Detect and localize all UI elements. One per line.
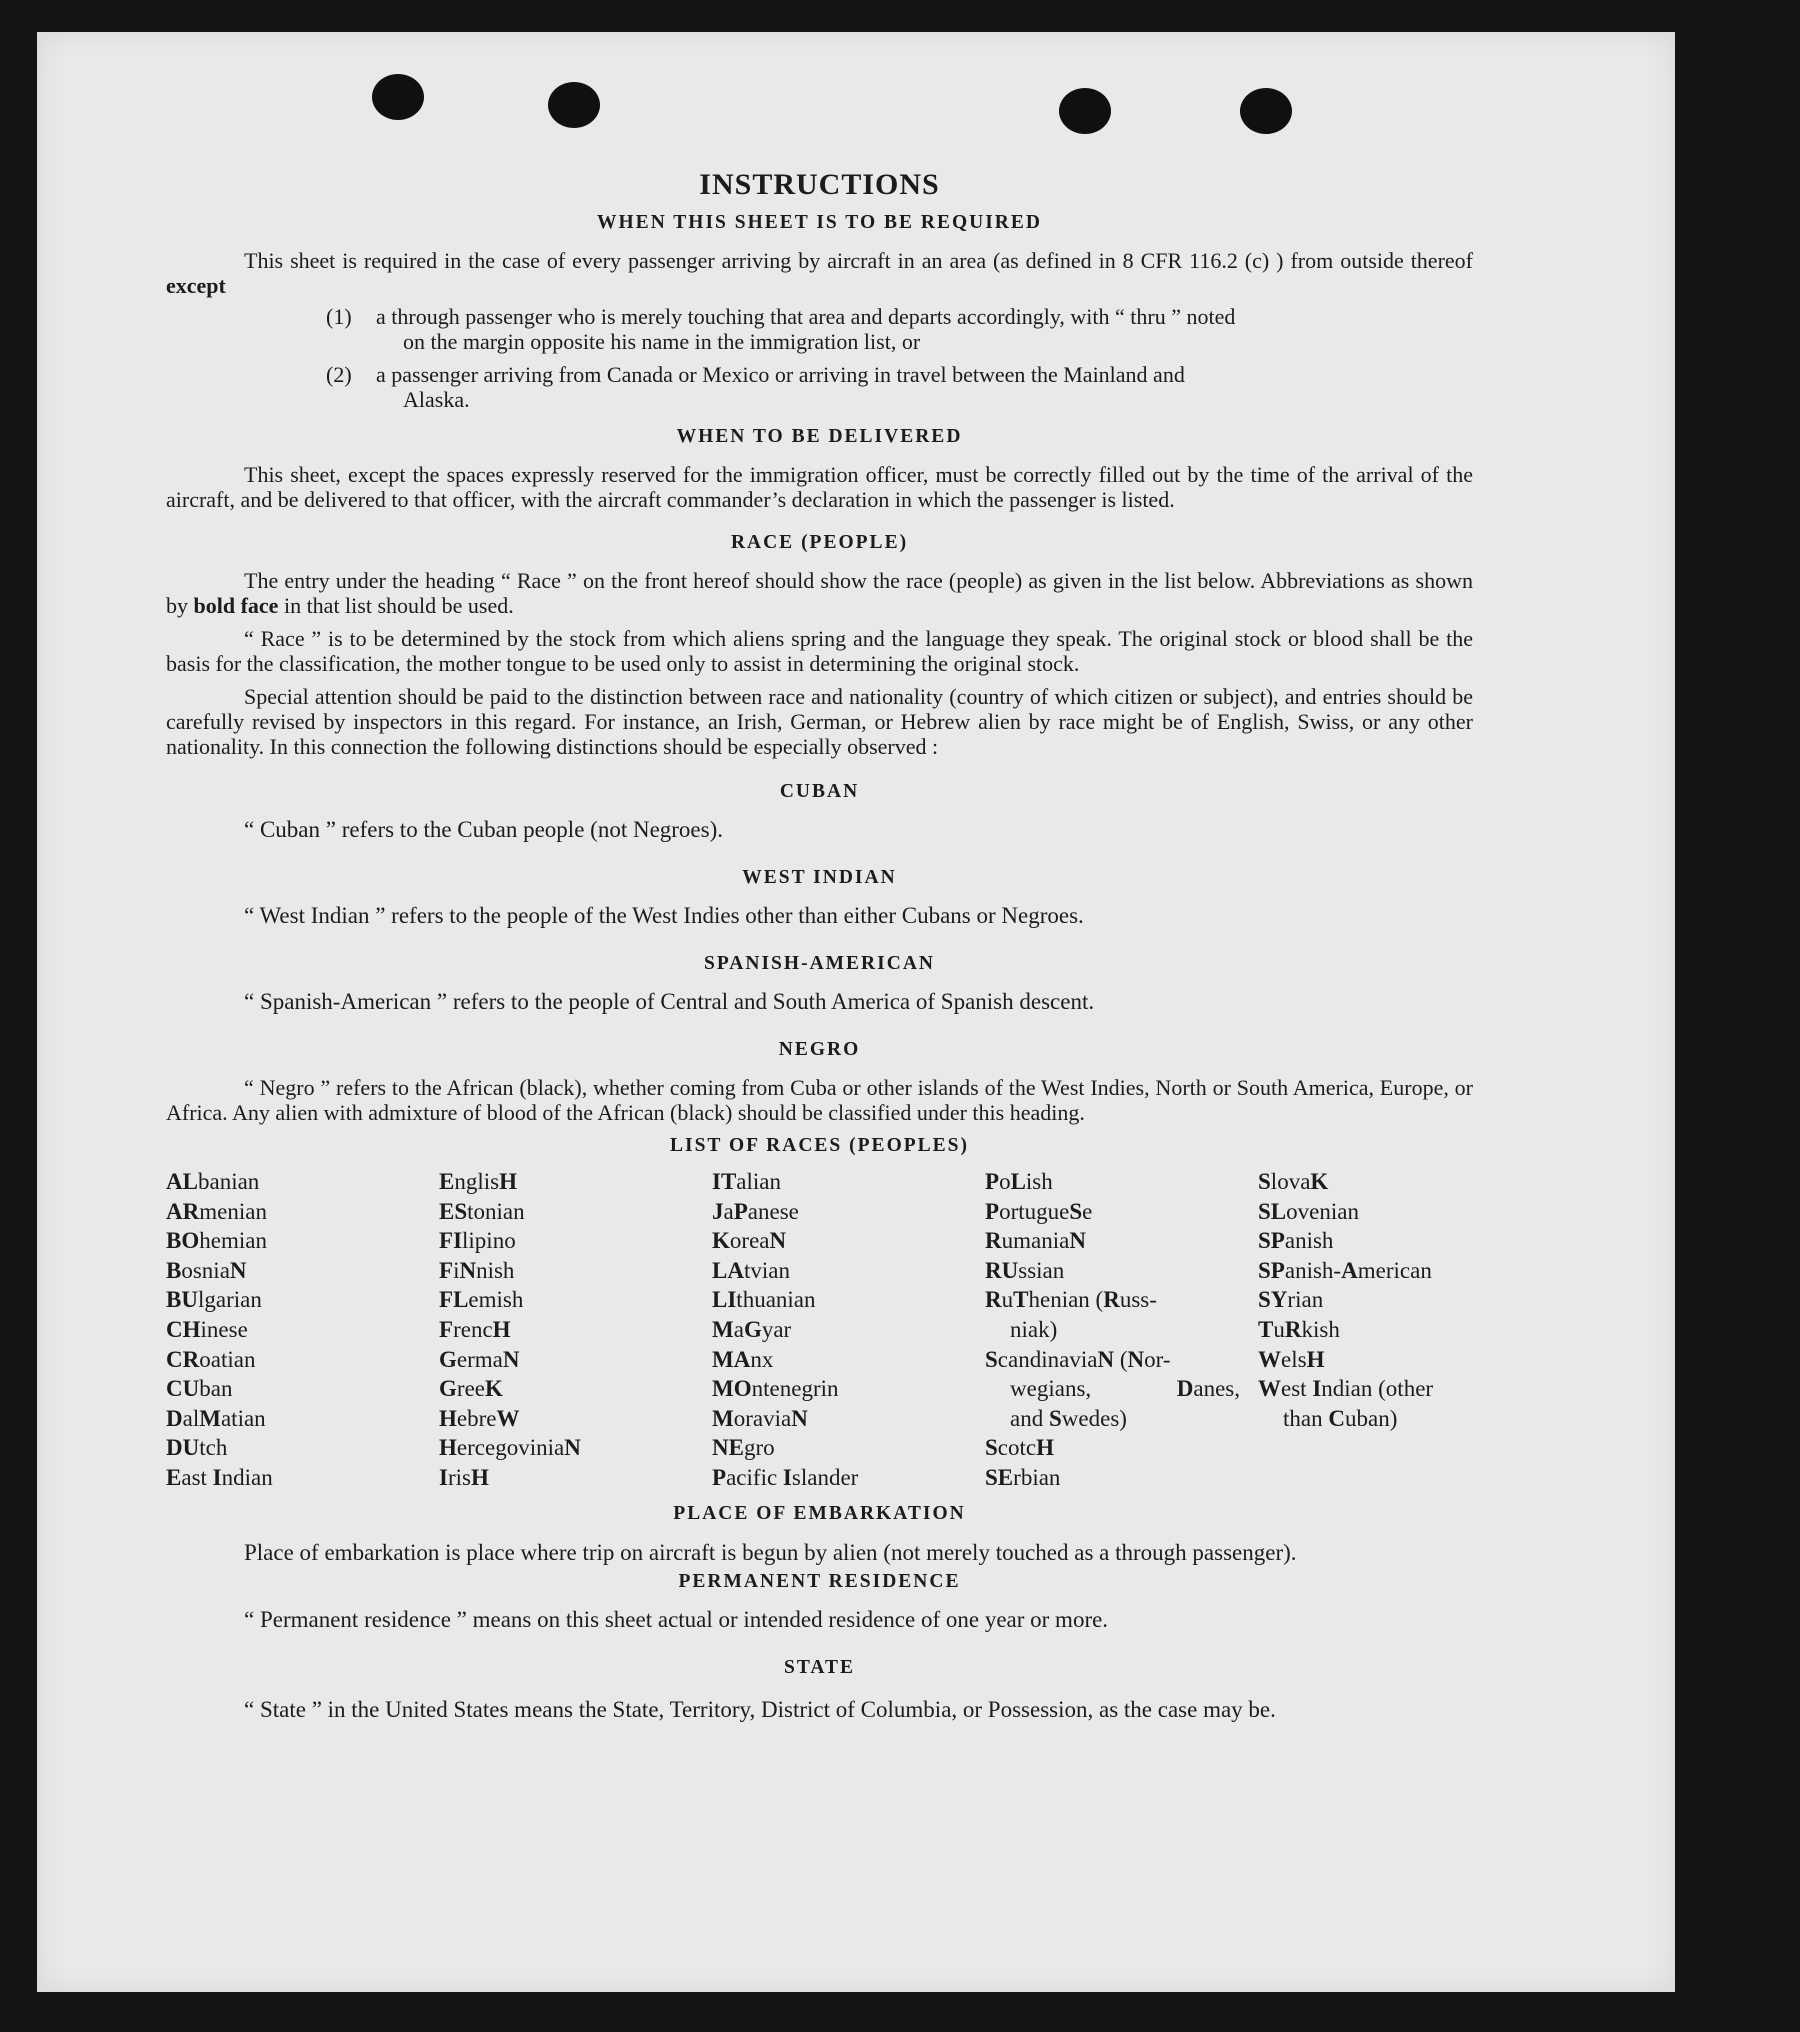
race-entry: HebreW bbox=[439, 1405, 520, 1431]
heading-when-required: WHEN THIS SHEET IS TO BE REQUIRED bbox=[597, 212, 1042, 233]
race-entry-continuation: than Cuban) bbox=[1283, 1405, 1398, 1431]
race-entry: JaPanese bbox=[712, 1198, 799, 1224]
race-entry: FIlipino bbox=[439, 1228, 516, 1254]
race-entry-continuation: and Swedes) bbox=[1010, 1405, 1127, 1431]
punch-hole bbox=[1059, 88, 1111, 134]
race-entry: DalMatian bbox=[166, 1405, 266, 1431]
heading-spanish-american: SPANISH-AMERICAN bbox=[704, 953, 935, 974]
race-entry: HercegoviniaN bbox=[439, 1435, 581, 1461]
item-text: a through passenger who is merely touching that area and departs accordingly, with “ thru ” noted bbox=[376, 304, 1236, 329]
heading-negro: NEGRO bbox=[778, 1039, 861, 1060]
instructions-body bbox=[166, 136, 1473, 1726]
punch-hole bbox=[1240, 88, 1292, 134]
race-entry: FLemish bbox=[439, 1287, 524, 1313]
race-entry: CUban bbox=[166, 1376, 233, 1402]
race-entry: RuThenian (Russ- bbox=[985, 1287, 1157, 1313]
race-entry: RumaniaN bbox=[985, 1228, 1086, 1254]
except-bold: except bbox=[166, 273, 226, 298]
race-entry: PoLish bbox=[985, 1169, 1053, 1194]
race-entry: NEgro bbox=[712, 1435, 775, 1461]
race-entry: GermaN bbox=[439, 1346, 520, 1372]
heading-state: STATE bbox=[783, 1656, 856, 1678]
race-entry: MOntenegrin bbox=[712, 1376, 839, 1402]
race-entry: WelsH bbox=[1258, 1346, 1325, 1372]
race-entry: BosniaN bbox=[166, 1257, 247, 1283]
race-p1-text: The entry under the heading “ Race ” on the front hereof should show the race (people) as given in the list below. Abbreviations as shown by bbox=[166, 568, 1473, 618]
race-p1-text-end: in that list should be used. bbox=[283, 593, 514, 618]
race-entry-word: Danes, bbox=[1176, 1376, 1240, 1402]
race-entry: LIthuanian bbox=[712, 1287, 816, 1313]
heading-permanent-residence: PERMANENT RESIDENCE bbox=[678, 1570, 961, 1592]
when-delivered-paragraph: This sheet, except the spaces expressly reserved for the immigration officer, must be correctly filled out by the time of the arrival of the aircraft, and be delivered to that officer, with the aircraft commander’s declaration in which the passenger is listed. bbox=[166, 462, 1473, 512]
heading-cuban: CUBAN bbox=[779, 781, 860, 802]
item-number: (1) bbox=[326, 304, 352, 329]
race-entry: MaGyar bbox=[712, 1316, 792, 1342]
race-entry: West Indian (other bbox=[1258, 1376, 1434, 1402]
race-entry: SLovenian bbox=[1258, 1198, 1359, 1224]
race-entry: ScotcH bbox=[985, 1435, 1055, 1461]
race-entry: BUlgarian bbox=[166, 1287, 262, 1313]
race-entry: East Indian bbox=[166, 1464, 273, 1490]
heading-when-delivered: WHEN TO BE DELIVERED bbox=[676, 426, 963, 447]
races-column-5 bbox=[1258, 1167, 1531, 1493]
race-paragraph-1 bbox=[166, 568, 1473, 618]
race-entry-continuation bbox=[985, 1374, 1240, 1404]
race-entry: ARmenian bbox=[166, 1198, 267, 1224]
page-title: INSTRUCTIONS bbox=[699, 168, 940, 201]
race-entry: TuRkish bbox=[1258, 1316, 1340, 1342]
race-paragraph-3: Special attention should be paid to the distinction between race and nationality (country of which citizen or subject), and entries should be carefully revised by inspectors in this regard. For instance, an Irish, German, or Hebrew alien by race might be of English, Swiss, or any other nationality. In this connection the following distinctions should be especially observed : bbox=[166, 684, 1473, 759]
race-paragraph-2: “ Race ” is to be determined by the stock from which aliens spring and the language they speak. The original stock or blood shall be the basis for the classification, the mother tongue to be used only to assist in determining the original stock. bbox=[166, 626, 1473, 676]
race-entry: SYrian bbox=[1258, 1287, 1324, 1313]
races-column-4 bbox=[985, 1167, 1258, 1493]
race-entry: LAtvian bbox=[712, 1257, 790, 1283]
race-entry: FiNnish bbox=[439, 1257, 515, 1283]
exception-item-2 bbox=[326, 362, 1473, 412]
race-entry: Pacific Islander bbox=[712, 1464, 859, 1490]
bold-face-text: bold face bbox=[193, 593, 279, 618]
state-definition: “ State ” in the United States means the State, Territory, District of Columbia, or Possession, as the case may be. bbox=[244, 1696, 1276, 1722]
races-list bbox=[166, 1167, 1473, 1493]
item-text-tail: on the margin opposite his name in the immigration list, or bbox=[403, 329, 921, 354]
race-entry: DUtch bbox=[166, 1435, 228, 1461]
when-required-intro: This sheet is required in the case of every passenger arriving by aircraft in an area (as defined in 8 CFR 116.2 (c) ) from outside thereof bbox=[244, 248, 1473, 273]
race-entry: SPanish bbox=[1258, 1228, 1334, 1254]
races-column-3 bbox=[712, 1167, 985, 1493]
race-entry: ScandinaviaN (Nor- bbox=[985, 1346, 1171, 1372]
race-entry: GreeK bbox=[439, 1376, 503, 1402]
heading-west-indian: WEST INDIAN bbox=[742, 867, 897, 888]
item-number: (2) bbox=[326, 362, 352, 387]
west-indian-definition: “ West Indian ” refers to the people of the West Indies other than either Cubans or Negroes. bbox=[244, 903, 1084, 928]
races-column-1 bbox=[166, 1167, 439, 1493]
race-entry-continuation: niak) bbox=[1010, 1316, 1058, 1342]
race-entry: ALbanian bbox=[166, 1169, 260, 1194]
negro-definition: “ Negro ” refers to the African (black), whether coming from Cuba or other islands of the West Indies, North or South America, Europe, or Africa. Any alien with admixture of blood of the African (black) should be classified under this heading. bbox=[166, 1075, 1473, 1125]
race-entry: SPanish-American bbox=[1258, 1257, 1432, 1283]
race-entry: EnglisH bbox=[439, 1169, 517, 1194]
permanent-residence-definition: “ Permanent residence ” means on this sheet actual or intended residence of one year or more. bbox=[244, 1606, 1109, 1632]
item-text: a passenger arriving from Canada or Mexico or arriving in travel between the Mainland and bbox=[376, 362, 1185, 387]
embarkation-definition: Place of embarkation is place where trip on aircraft is begun by alien (not merely touched as a through passenger). bbox=[244, 1539, 1297, 1565]
punch-hole bbox=[548, 82, 600, 128]
cuban-definition: “ Cuban ” refers to the Cuban people (not Negroes). bbox=[244, 817, 724, 842]
race-entry: SlovaK bbox=[1258, 1169, 1329, 1194]
race-entry: PortugueSe bbox=[985, 1198, 1093, 1224]
heading-race: RACE (PEOPLE) bbox=[730, 532, 909, 553]
races-column-2 bbox=[439, 1167, 712, 1493]
race-entry-word: wegians, bbox=[1010, 1376, 1092, 1402]
race-entry: MoraviaN bbox=[712, 1405, 808, 1431]
race-entry: CRoatian bbox=[166, 1346, 256, 1372]
race-entry: EStonian bbox=[439, 1198, 525, 1224]
exception-item-1 bbox=[326, 304, 1473, 354]
item-text-tail: Alaska. bbox=[403, 387, 470, 412]
race-entry: RUssian bbox=[985, 1257, 1065, 1283]
race-entry: CHinese bbox=[166, 1316, 248, 1342]
spanish-american-definition: “ Spanish-American ” refers to the people of Central and South America of Spanish descent. bbox=[244, 989, 1095, 1014]
race-entry: IrisH bbox=[439, 1464, 489, 1490]
race-entry: MAnx bbox=[712, 1346, 774, 1372]
race-entry: FrencH bbox=[439, 1316, 511, 1342]
race-entry: BOhemian bbox=[166, 1228, 267, 1254]
heading-list-of-races: LIST OF RACES (PEOPLES) bbox=[669, 1135, 969, 1156]
race-entry: ITalian bbox=[712, 1169, 782, 1194]
race-entry: KoreaN bbox=[712, 1228, 787, 1254]
race-entry: SErbian bbox=[985, 1464, 1061, 1490]
heading-place-of-embarkation: PLACE OF EMBARKATION bbox=[673, 1502, 966, 1524]
when-required-paragraph bbox=[166, 248, 1473, 298]
punch-hole bbox=[372, 74, 424, 120]
